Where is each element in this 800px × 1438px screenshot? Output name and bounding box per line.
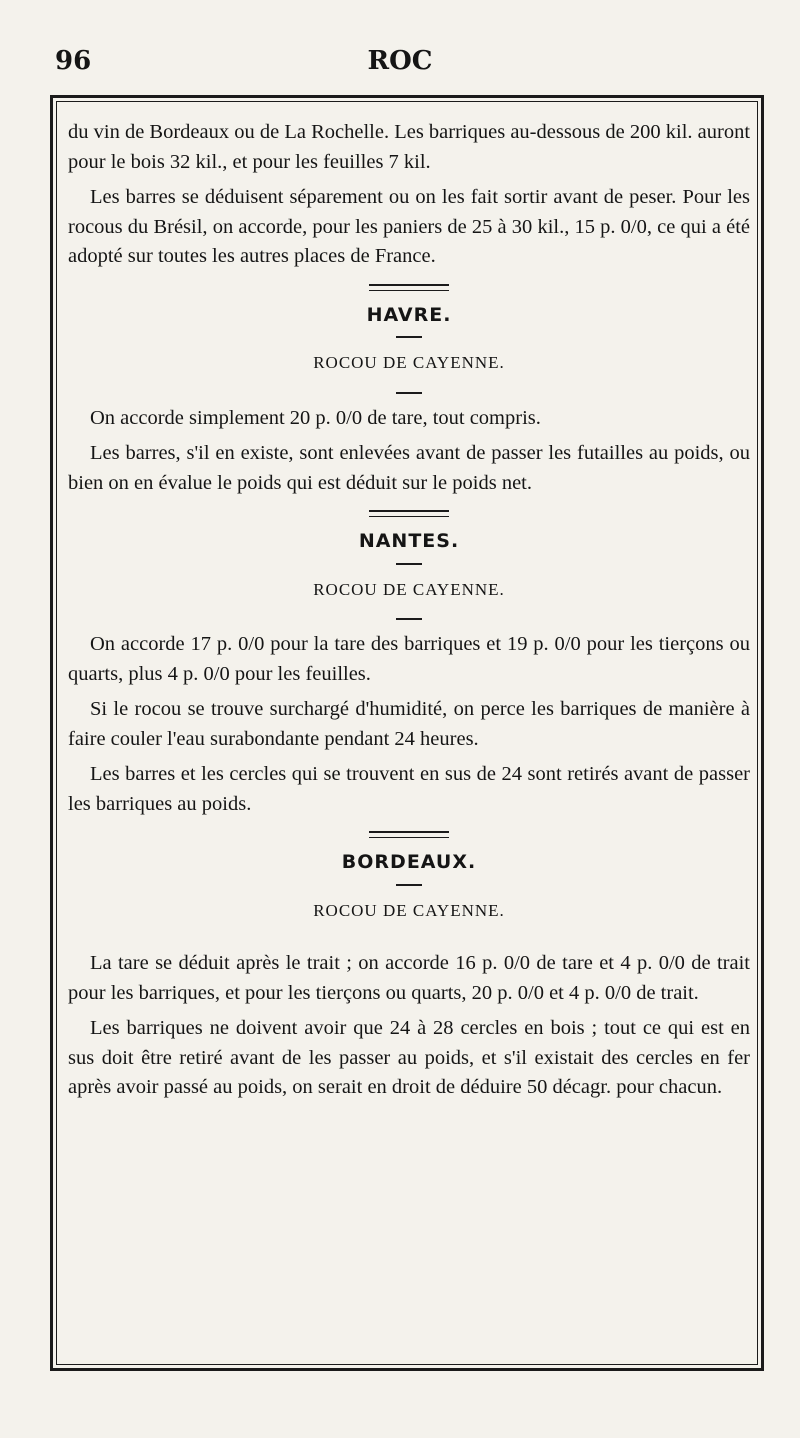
- paragraph: Les barres se déduisent séparement ou on les fait sortir avant de peser. Pour les rocous du Brésil, on accorde, pour les paniers de 25 à 30 kil., 15 p. 0/0, ce qui a été adopté sur toutes les autres places de France.: [68, 186, 750, 267]
- paragraph: La tare se déduit après le trait ; on accorde 16 p. 0/0 de tare et 4 p. 0/0 de trait pour les barriques, et pour les tierçons ou quarts, 20 p. 0/0 et 4 p. 0/0 de trait.: [68, 952, 750, 1004]
- running-title: ROC: [367, 46, 433, 76]
- short-rule: [396, 884, 422, 886]
- section-title-nantes: NANTES.: [358, 530, 460, 552]
- section-subtitle: ROCOU DE CAYENNE.: [313, 353, 505, 372]
- paragraph: On accorde simplement 20 p. 0/0 de tare, tout compris.: [90, 406, 541, 429]
- page-number: 96: [55, 46, 92, 76]
- section-divider: [369, 831, 449, 838]
- section-title-havre: HAVRE.: [366, 303, 452, 326]
- section-title-bordeaux: BORDEAUX.: [341, 851, 477, 873]
- short-rule: [396, 336, 422, 338]
- section-subtitle: ROCOU DE CAYENNE.: [313, 579, 505, 599]
- paragraph: On accorde 17 p. 0/0 pour la tare des barriques et 19 p. 0/0 pour les tierçons ou quarts, plus 4 p. 0/0 pour les feuilles.: [68, 633, 750, 685]
- section-subtitle: ROCOU DE CAYENNE.: [313, 900, 505, 920]
- paragraph: Les barriques ne doivent avoir que 24 à 28 cercles en bois ; tout ce qui est en sus doit être retiré avant de les passer au poids, et s'il existait des cercles en fer après avoir passé au poids, on serait en droit de déduire 50 décagr. pour chacun.: [68, 1017, 750, 1098]
- paragraph: du vin de Bordeaux ou de La Rochelle. Les barriques au-dessous de 200 kil. auront pour le bois 32 kil., et pour les feuilles 7 kil.: [68, 121, 751, 173]
- page-content: [68, 118, 750, 1109]
- short-rule: [396, 392, 422, 394]
- paragraph: Les barres et les cercles qui se trouvent en sus de 24 sont retirés avant de passer les barriques au poids.: [68, 763, 750, 815]
- short-rule: [396, 563, 422, 565]
- paragraph: Les barres, s'il en existe, sont enlevées avant de passer les futailles au poids, ou bien on en évalue le poids qui est déduit sur le poids net.: [68, 442, 750, 494]
- short-rule: [396, 618, 422, 620]
- section-divider: [369, 284, 449, 291]
- section-divider: [369, 510, 449, 517]
- paragraph: Si le rocou se trouve surchargé d'humidité, on perce les barriques de manière à faire couler l'eau surabondante pendant 24 heures.: [68, 698, 750, 750]
